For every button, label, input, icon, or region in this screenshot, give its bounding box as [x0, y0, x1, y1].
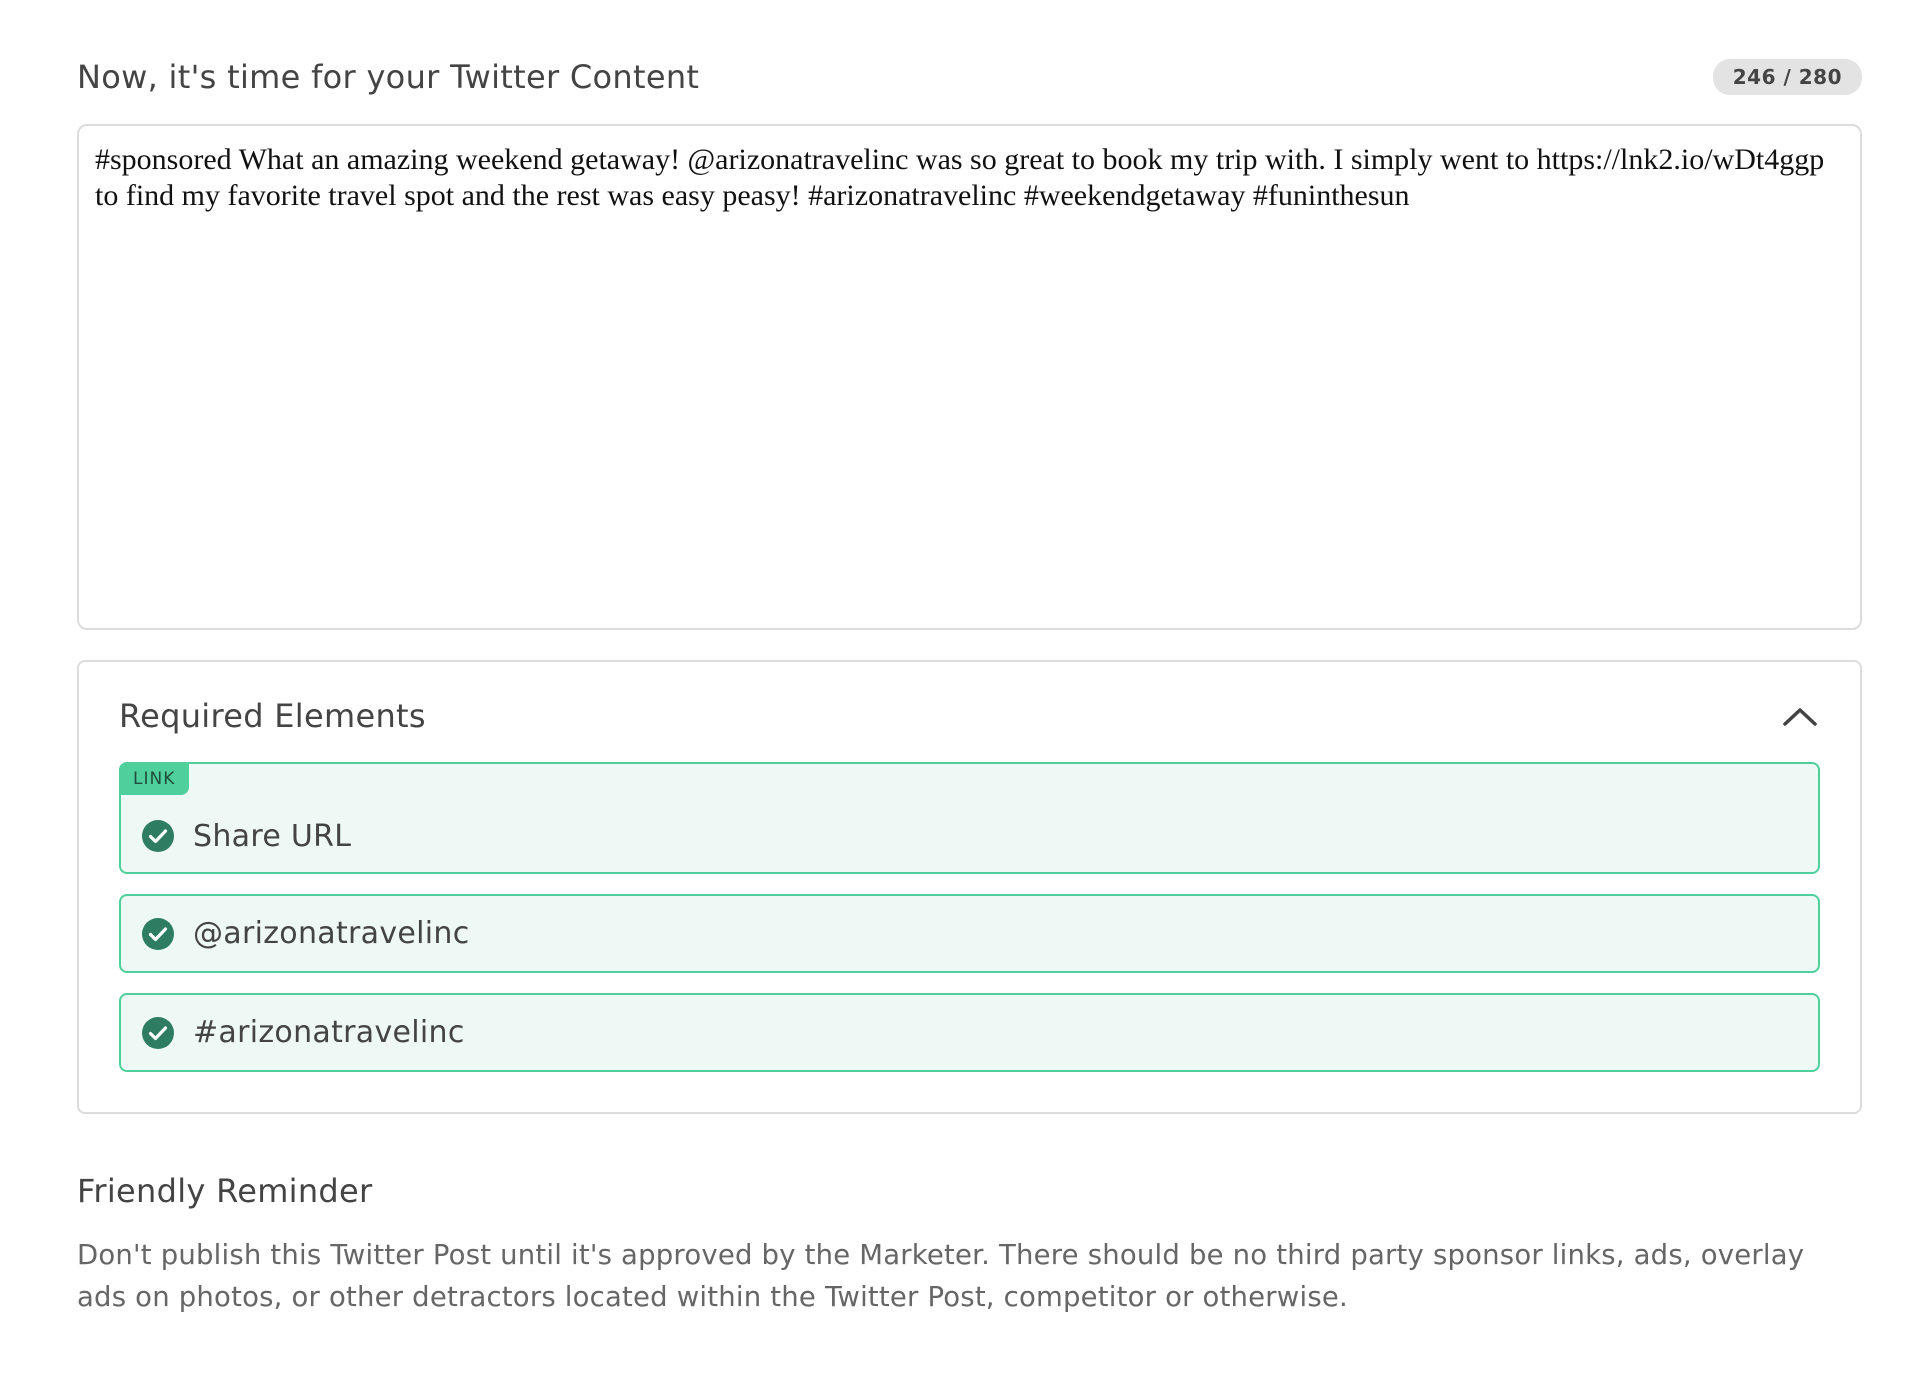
check-circle-icon: [141, 1016, 175, 1050]
required-element-label: #arizonatravelinc: [193, 1015, 465, 1050]
required-element-label: Share URL: [193, 818, 352, 854]
check-circle-icon: [141, 917, 175, 951]
character-count-badge: 246 / 280: [1713, 59, 1862, 95]
twitter-content-section: [77, 50, 1862, 1318]
required-element-label: @arizonatravelinc: [193, 916, 470, 951]
chevron-up-icon[interactable]: [1780, 696, 1820, 736]
friendly-reminder-title: Friendly Reminder: [77, 1172, 373, 1210]
required-elements-panel: [77, 660, 1862, 1114]
required-element-mention: [119, 894, 1820, 973]
required-element-share-url: [119, 762, 1820, 874]
check-circle-icon: [141, 819, 175, 853]
friendly-reminder-text: Don't publish this Twitter Post until it's approved by the Marketer. There should be no third party sponsor links, ads, overlay ads on photos, or other detractors located within the Twitter Post, competitor or otherwise.: [77, 1239, 1805, 1313]
twitter-post-textarea[interactable]: [77, 124, 1862, 630]
required-element-hashtag: [119, 993, 1820, 1072]
link-tag-badge: LINK: [119, 762, 189, 795]
required-elements-title: Required Elements: [119, 697, 426, 735]
twitter-content-header: [77, 50, 1862, 104]
section-title: Now, it's time for your Twitter Content: [77, 58, 700, 96]
required-elements-header[interactable]: [119, 696, 1820, 736]
